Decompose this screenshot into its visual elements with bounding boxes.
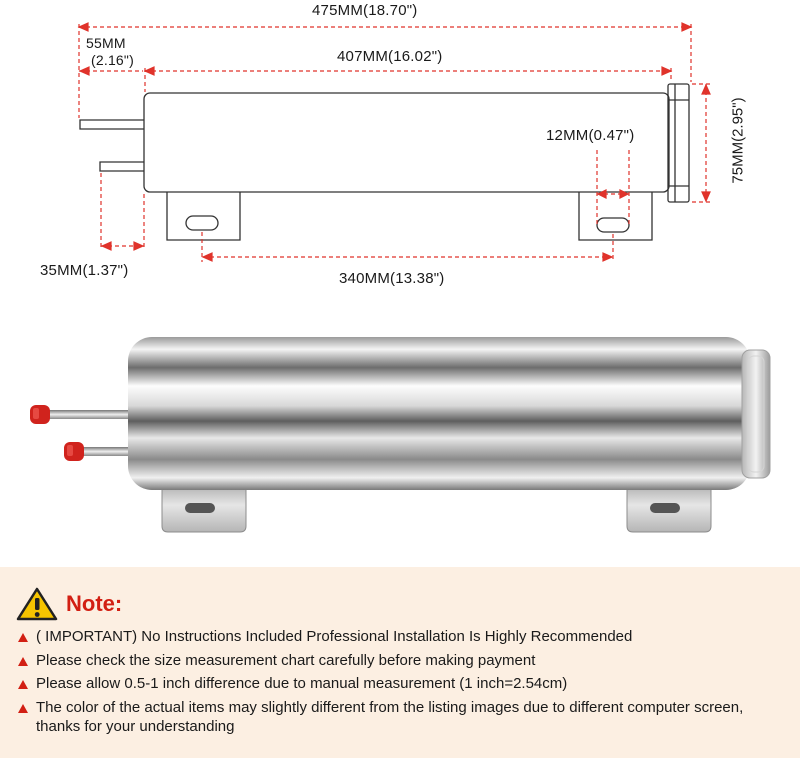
technical-drawing	[80, 84, 689, 240]
dim-diameter: 75MM(2.95")	[729, 97, 747, 184]
triangle-bullet-icon	[18, 633, 28, 642]
note-item-text: The color of the actual items may slightly different from the listing images due to different computer screen, thanks for your understanding	[36, 698, 744, 735]
note-item	[18, 698, 786, 737]
dim-body-length: 407MM(16.02")	[337, 48, 443, 65]
note-panel	[0, 567, 800, 758]
triangle-bullet-icon	[18, 657, 28, 666]
note-item	[18, 627, 786, 647]
note-item-text: Please check the size measurement chart carefully before making payment	[36, 651, 536, 669]
tank-cap-outline	[668, 84, 689, 202]
tank-end-cap	[742, 350, 770, 478]
lower-pipe-outline	[100, 162, 144, 171]
dim-pipe-offset-in: (2.16")	[91, 52, 134, 68]
dim-overall-length: 475MM(18.70")	[312, 2, 418, 19]
triangle-bullet-icon	[18, 680, 28, 689]
dim-pipe-spacing: 35MM(1.37")	[40, 262, 129, 279]
note-list	[18, 627, 786, 741]
dim-slot-width: 12MM(0.47")	[546, 127, 635, 144]
upper-pipe	[42, 410, 136, 419]
product-photo	[30, 337, 770, 532]
tank-body	[128, 337, 750, 490]
note-item	[18, 674, 786, 694]
upper-pipe-outline	[80, 120, 144, 129]
dim-pipe-offset-mm: 55MM	[86, 35, 126, 51]
note-item-text: Please allow 0.5-1 inch difference due to manual measurement (1 inch=2.54cm)	[36, 675, 568, 692]
right-bracket-outline	[579, 192, 652, 240]
note-title: Note:	[66, 591, 123, 616]
dim-bracket-spacing: 340MM(13.38")	[339, 270, 445, 287]
triangle-bullet-icon	[18, 704, 28, 713]
note-item	[18, 651, 786, 671]
warning-icon	[16, 587, 58, 621]
note-item-text: ( IMPORTANT) No Instructions Included Professional Installation Is Highly Recommended	[36, 628, 633, 645]
